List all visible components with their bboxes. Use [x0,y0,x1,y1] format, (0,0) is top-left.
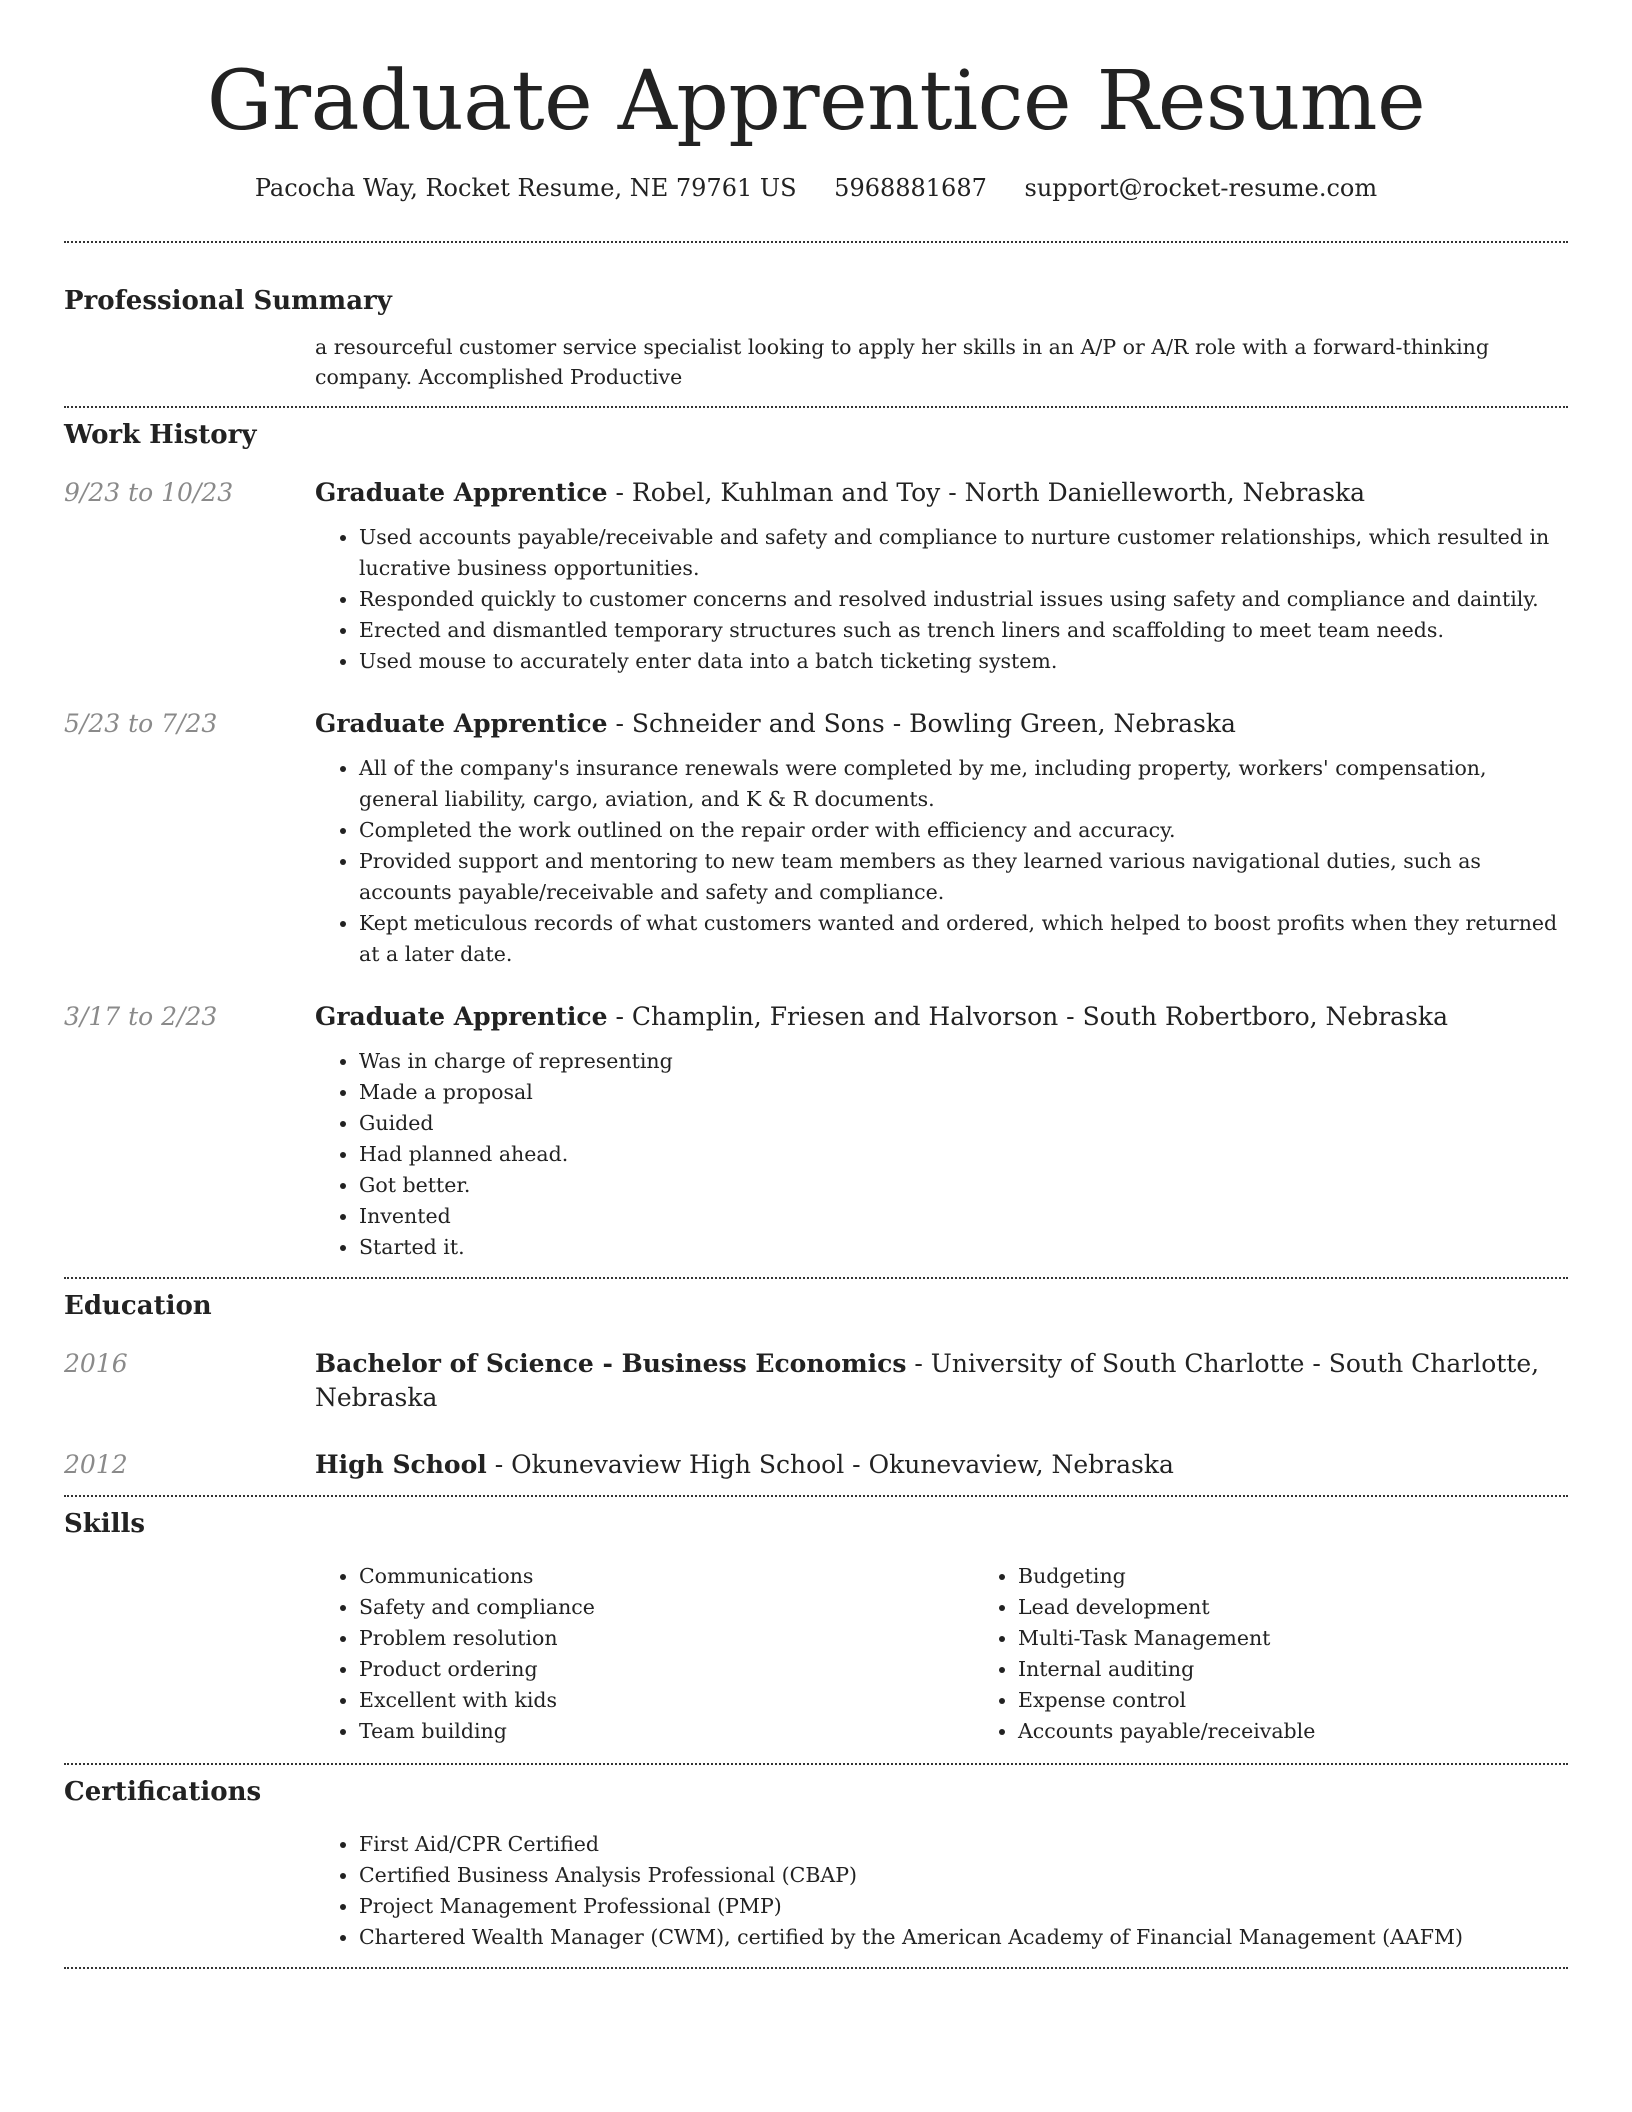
resume-page [64,0,1568,1969]
list-item: • Started it. [359,1232,1568,1263]
education-year: 2012 [64,1450,128,1479]
list-item: • Product ordering [359,1654,974,1685]
list-item: • Budgeting [1018,1561,1632,1592]
list-item: • First Aid/CPR Certified [359,1829,1568,1860]
list-item: • Guided [359,1108,1568,1139]
contact-email: support@rocket-resume.com [1024,174,1378,202]
education-heading [315,1347,1568,1415]
list-item: • Provided support and mentoring to new team members as they learned various navigational duties, such as accounts payable/receivable and safety and compliance. [359,846,1568,908]
job-entry [64,476,1568,677]
job-details: - Champlin, Friesen and Halvorson - South Robertboro, Nebraska [607,1002,1448,1031]
list-item: • All of the company's insurance renewals were completed by me, including property, workers' compensation, general liability, cargo, aviation, and K & R documents. [359,753,1568,815]
list-item: • Excellent with kids [359,1685,974,1716]
list-item: • Invented [359,1201,1568,1232]
list-item: • Responded quickly to customer concerns and resolved industrial issues using safety and compliance and daintily. [359,584,1568,615]
job-title: Graduate Apprentice [315,478,608,507]
list-item: • Was in charge of representing [359,1046,1568,1077]
summary-section [64,243,1568,392]
job-title: Graduate Apprentice [315,709,608,738]
list-item: • Accounts payable/receivable [1018,1716,1632,1747]
education-heading [315,1448,1568,1482]
job-heading [315,1000,1568,1034]
list-item: • Kept meticulous records of what customers wanted and ordered, which helped to boost profits when they returned at a later date. [359,908,1568,970]
job-title: Graduate Apprentice [315,1002,608,1031]
summary-text: a resourceful customer service specialist looking to apply her skills in an A/P or A/R role with a forward-thinking company. Accomplished Productive [315,335,1489,389]
certifications-section [64,1765,1568,1953]
job-entry [64,1000,1568,1263]
list-item: • Team building [359,1716,974,1747]
list-item: • Used accounts payable/receivable and safety and compliance to nurture customer relationships, which resulted in lucrative business opportunities. [359,522,1568,584]
education-entry [64,1448,1568,1482]
list-item: • Communications [359,1561,974,1592]
list-item: • Project Management Professional (PMP) [359,1891,1568,1922]
list-item: • Used mouse to accurately enter data into a batch ticketing system. [359,646,1568,677]
education-section [64,1279,1568,1482]
page-title: Graduate Apprentice Resume [206,54,1426,149]
list-item: • Internal auditing [1018,1654,1632,1685]
job-heading [315,476,1568,510]
list-item: • Problem resolution [359,1623,974,1654]
certifications-list [315,1829,1568,1953]
contact-line [64,172,1568,204]
job-dates: 9/23 to 10/23 [64,478,234,507]
list-item: • Completed the work outlined on the repair order with efficiency and accuracy. [359,815,1568,846]
education-details: - Okunevaview High School - Okunevaview, Nebraska [486,1450,1174,1479]
job-details: - Schneider and Sons - Bowling Green, Nebraska [607,709,1236,738]
list-item: • Expense control [1018,1685,1632,1716]
job-bullets [315,753,1568,970]
section-title-work-history: Work History [64,420,257,450]
skills-list-left [315,1561,974,1747]
divider [64,1967,1568,1969]
education-year: 2016 [64,1349,128,1378]
section-title-skills: Skills [64,1509,146,1539]
skills-list-right [974,1561,1632,1747]
list-item: • Certified Business Analysis Professional (CBAP) [359,1860,1568,1891]
section-title-summary: Professional Summary [64,286,392,316]
list-item: • Multi-Task Management [1018,1623,1632,1654]
list-item: • Had planned ahead. [359,1139,1568,1170]
work-history-section [64,408,1568,1263]
job-entry [64,707,1568,970]
contact-address: Pacocha Way, Rocket Resume, NE 79761 US [254,174,797,202]
job-dates: 5/23 to 7/23 [64,709,218,738]
list-item: • Lead development [1018,1592,1632,1623]
education-degree: Bachelor of Science - Business Economics [315,1349,907,1378]
job-bullets [315,522,1568,677]
skills-section [64,1497,1568,1747]
job-heading [315,707,1568,741]
list-item: • Made a proposal [359,1077,1568,1108]
education-degree: High School [315,1450,487,1479]
contact-phone: 5968881687 [834,174,987,202]
job-details: - Robel, Kuhlman and Toy - North Danielleworth, Nebraska [607,478,1366,507]
section-title-certifications: Certifications [64,1777,262,1807]
list-item: • Safety and compliance [359,1592,974,1623]
job-dates: 3/17 to 2/23 [64,1002,218,1031]
list-item: • Chartered Wealth Manager (CWM), certified by the American Academy of Financial Management (AAFM) [359,1922,1568,1953]
section-title-education: Education [64,1291,212,1321]
education-details: - University of South Charlotte - South Charlotte, Nebraska [315,1349,1540,1412]
list-item: • Got better. [359,1170,1568,1201]
job-bullets [315,1046,1568,1263]
list-item: • Erected and dismantled temporary structures such as trench liners and scaffolding to meet team needs. [359,615,1568,646]
education-entry [64,1347,1568,1415]
